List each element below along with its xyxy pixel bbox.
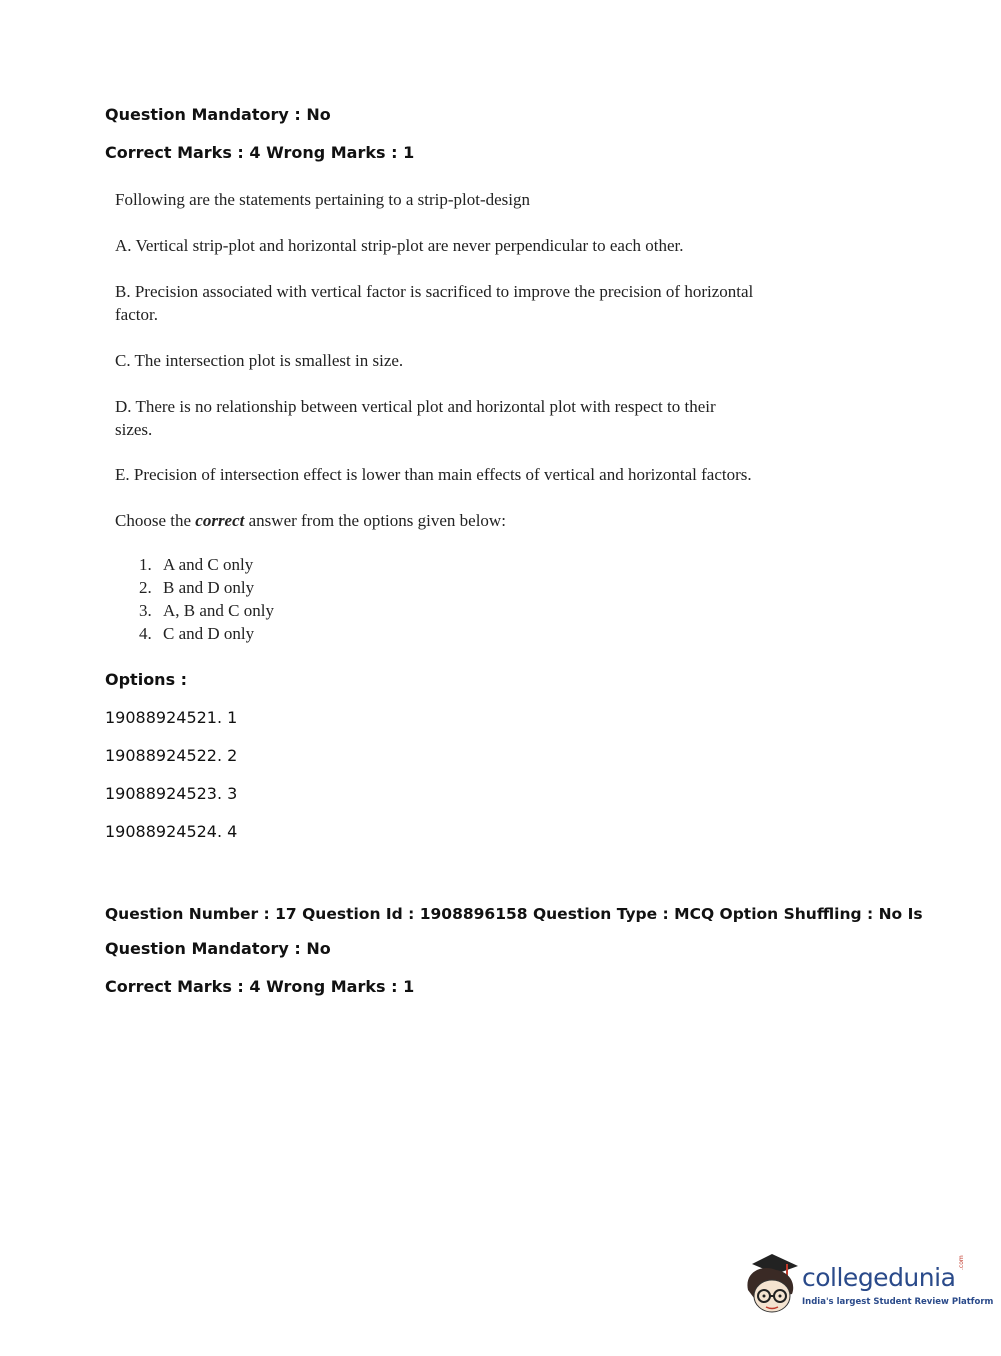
logo-com: .com xyxy=(958,1255,965,1270)
choice-num: 1. xyxy=(139,555,152,574)
statement-d-line2: sizes. xyxy=(115,420,153,439)
choose-instruction xyxy=(115,509,506,532)
choice-text: C and D only xyxy=(163,624,255,643)
choice-item xyxy=(139,624,254,644)
correct-wrong-marks: Correct Marks : 4 Wrong Marks : 1 xyxy=(105,143,415,162)
question-intro: Following are the statements pertaining to a strip-plot-design xyxy=(115,190,530,209)
choice-num: 3. xyxy=(139,601,152,620)
choose-emph: correct xyxy=(195,511,245,530)
statement-d xyxy=(115,395,716,441)
statement-a: A. Vertical strip-plot and horizontal strip-plot are never perpendicular to each other. xyxy=(115,236,684,255)
choice-text: B and D only xyxy=(163,578,255,597)
option-item: 19088924524. 4 xyxy=(105,822,238,841)
choice-text: A and C only xyxy=(163,555,254,574)
option-item: 19088924523. 3 xyxy=(105,784,238,803)
choice-num: 4. xyxy=(139,624,152,643)
option-item: 19088924522. 2 xyxy=(105,746,238,765)
choice-item xyxy=(139,578,254,598)
statement-b-line1: B. Precision associated with vertical factor is sacrificed to improve the precision of horizontal xyxy=(115,282,754,301)
choose-prefix: Choose the xyxy=(115,511,196,530)
choice-text: A, B and C only xyxy=(163,601,274,620)
statement-b xyxy=(115,280,753,326)
options-label: Options : xyxy=(105,670,188,689)
choose-suffix: answer from the options given below: xyxy=(244,511,506,530)
choice-item xyxy=(139,601,274,621)
question-mandatory: Question Mandatory : No xyxy=(105,105,331,124)
option-item: 19088924521. 1 xyxy=(105,708,238,727)
choice-num: 2. xyxy=(139,578,152,597)
next-question-mandatory: Question Mandatory : No xyxy=(105,939,331,958)
statement-d-line1: D. There is no relationship between vertical plot and horizontal plot with respect to their xyxy=(115,397,716,416)
next-question-marks: Correct Marks : 4 Wrong Marks : 1 xyxy=(105,977,415,996)
statement-c: C. The intersection plot is smallest in size. xyxy=(115,351,404,370)
next-question-header: Question Number : 17 Question Id : 1908896158 Question Type : MCQ Option Shuffling : No Is xyxy=(105,905,923,923)
logo-wordmark: collegedunia xyxy=(802,1263,956,1292)
statement-b-line2: factor. xyxy=(115,305,158,324)
logo-tagline: India's largest Student Review Platform xyxy=(802,1297,994,1307)
statement-e: E. Precision of intersection effect is lower than main effects of vertical and horizontal factors. xyxy=(115,465,752,484)
choice-item xyxy=(139,555,253,575)
